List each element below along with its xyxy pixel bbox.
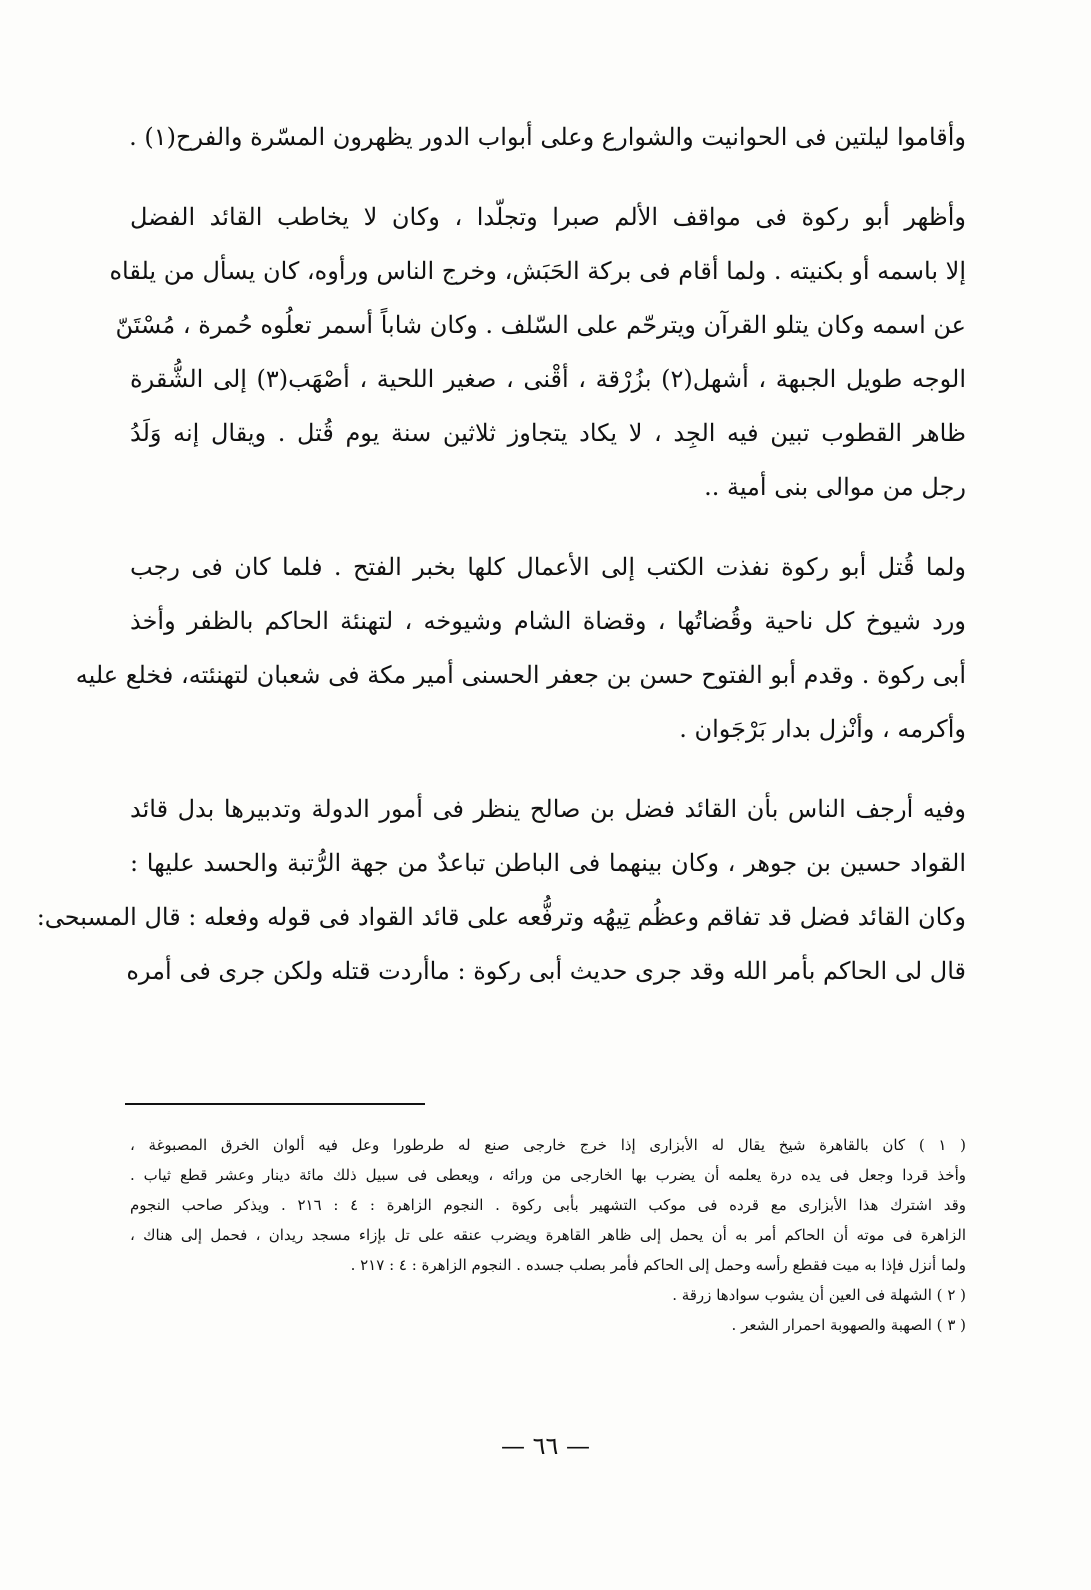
footnote-line: وأخذ قردا وجعل فى يده درة يعلمه أن يضرب بها الخارجى من ورائه ، ويعطى فى سبيل ذلك مائة دينار وعشر قطع ثياب . xyxy=(130,1166,966,1184)
footnote-divider xyxy=(125,1103,425,1105)
footnote-line: ولما أنزل فإذا به ميت فقطع رأسه وحمل إلى الحاكم فأمر بصلب جسده . النجوم الزاهرة : ٤ : ٢١٧ . xyxy=(350,1256,966,1274)
footnote-3 xyxy=(130,1310,966,1340)
footnote-1 xyxy=(130,1130,966,1280)
text-line: ظاهر القطوب تبين فيه الجِد ، لا يكاد يتجاوز ثلاثين سنة يوم قُتل . ويقال إنه وَلَدُ xyxy=(130,419,966,447)
footnote-line: وقد اشترك هذا الأبزارى مع قرده فى موكب التشهير بأبى ركوة . النجوم الزاهرة : ٤ : ٢١٦ . ويذكر صاحب النجوم xyxy=(130,1196,966,1214)
main-text xyxy=(36,110,967,1024)
text-line: عن اسمه وكان يتلو القرآن ويترحّم على السّلف . وكان شاباً أسمر تعلُوه حُمرة ، مُسْتَنّ xyxy=(115,311,966,339)
text-line: القواد حسين بن جوهر ، وكان بينهما فى الباطن تباعدٌ من جهة الرُّتبة والحسد عليها : xyxy=(130,849,966,877)
text-line: وفيه أرجف الناس بأن القائد فضل بن صالح ينظر فى أمور الدولة وتدبيرها بدل قائد xyxy=(130,795,966,823)
text-line: ولما قُتل أبو ركوة نفذت الكتب إلى الأعمال كلها بخبر الفتح . فلما كان فى رجب xyxy=(130,553,967,581)
text-line: وأقاموا ليلتين فى الحوانيت والشوارع وعلى أبواب الدور يظهرون المسّرة والفرح(١) . xyxy=(129,123,966,151)
paragraph-2 xyxy=(109,190,966,514)
paragraph-1 xyxy=(130,110,966,164)
footnote-line: الزاهرة فى موته أن الحاكم أمر به أن يحمل إلى ظاهر القاهرة ويضرب عنقه على تل بإزاء مسجد ريدان ، فحمل إلى هناك ، xyxy=(130,1226,966,1244)
text-line: وكان القائد فضل قد تفاقم وعظُم تِيهُه وترفُّعه على قائد القواد فى قوله وفعله : قال المسبحى: xyxy=(36,903,966,931)
text-line: أبى ركوة . وقدم أبو الفتوح حسن بن جعفر الحسنى أمير مكة فى شعبان لتهنئته، فخلع عليه xyxy=(75,661,966,689)
text-line: قال لى الحاكم بأمر الله وقد جرى حديث أبى ركوة : ماأردت قتله ولكن جرى فى أمره xyxy=(126,957,966,985)
paragraph-3 xyxy=(75,540,967,756)
footnote-line: ( ٢ ) الشهلة فى العين أن يشوب سوادها زرقة . xyxy=(672,1286,966,1304)
text-line: وأكرمه ، وأنْزل بدار بَرْجَوان . xyxy=(679,715,966,743)
text-line: إلا باسمه أو بكنيته . ولما أقام فى بركة الحَبَش، وخرج الناس ورأوه، كان يسأل من يلقاه xyxy=(109,257,966,285)
paragraph-4 xyxy=(36,782,966,998)
footnotes xyxy=(130,1130,966,1340)
footnote-line: ( ١ ) كان بالقاهرة شيخ يقال له الأبزارى إذا خرج خارجى صنع له طرطورا وعل فيه ألوان الخرق المصبوغة ، xyxy=(130,1136,966,1154)
text-line: ورد شيوخ كل ناحية وقُضاتُها ، وقضاة الشام وشيوخه ، لتهنئة الحاكم بالظفر وأخذ xyxy=(130,607,966,635)
text-line: رجل من موالى بنى أمية .. xyxy=(704,473,966,501)
page-number: — ٦٦ — xyxy=(500,1432,591,1460)
footnote-2 xyxy=(130,1280,966,1310)
footnote-line: ( ٣ ) الصهبة والصهوبة احمرار الشعر . xyxy=(731,1316,966,1334)
text-line: وأظهر أبو ركوة فى مواقف الألم صبرا وتجلّدا ، وكان لا يخاطب القائد الفضل xyxy=(130,203,966,231)
text-line: الوجه طويل الجبهة ، أشهل(٢) بزُرْقة ، أقْنى ، صغير اللحية ، أصْهَب(٣) إلى الشُّقرة xyxy=(130,365,966,393)
